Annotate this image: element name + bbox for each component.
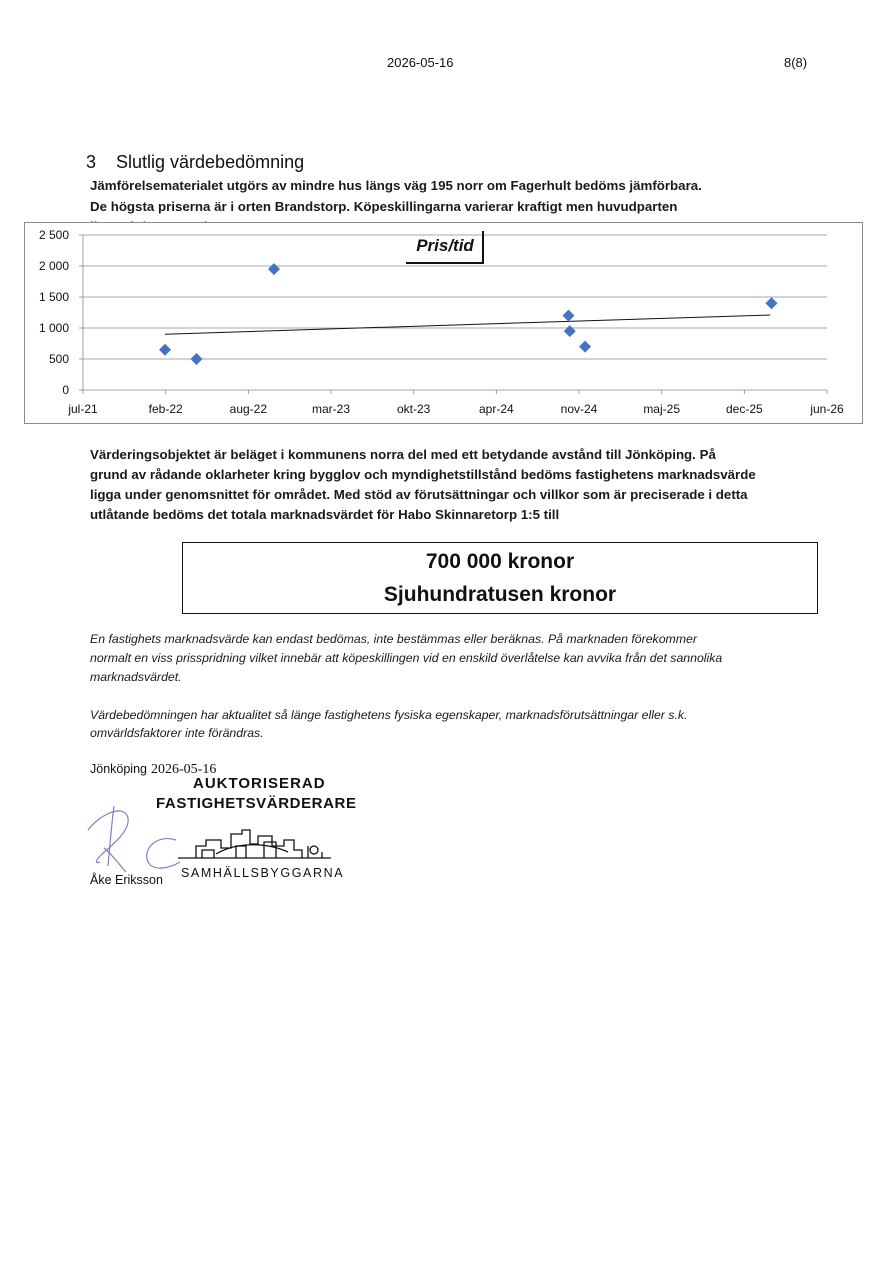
chart-canvas [25, 223, 862, 423]
price-time-chart [24, 222, 863, 424]
y-tick-label: 0 [62, 383, 69, 397]
y-tick-label: 2 500 [38, 228, 69, 242]
data-point [191, 353, 203, 365]
x-tick-label: dec-25 [725, 402, 763, 416]
x-tick-label: apr-24 [478, 402, 514, 416]
data-point [268, 263, 280, 275]
data-point [159, 344, 171, 356]
market-value-amount: 700 000 kronor [425, 550, 575, 573]
x-tick-label: feb-22 [148, 402, 183, 416]
x-tick-label: jun-26 [810, 402, 844, 416]
disclaimer-line: marknadsvärdet. [90, 670, 182, 684]
disclaimer-line: normalt en viss prisspridning vilket innebär att köpeskillingen vid en enskild överlåtelse kan avvika från det sannolika [90, 651, 723, 665]
intro-line: De högsta priserna är i orten Brandstorp. Köpeskillingarna varierar kraftigt men huvudparten [90, 199, 678, 214]
place-date-value: 2026-05-16 [151, 762, 217, 777]
market-value-box [182, 542, 818, 614]
x-tick-label: aug-22 [229, 402, 268, 416]
y-tick-label: 1 500 [38, 290, 69, 304]
disclaimer-line: omvärldsfaktorer inte förändras. [90, 726, 264, 740]
data-point [765, 297, 777, 309]
signature-icon [84, 800, 194, 880]
y-tick-label: 2 000 [38, 259, 69, 273]
paragraph-line: Värderingsobjektet är beläget i kommunens norra del med ett betydande avstånd till Jönköping. På [90, 447, 716, 462]
x-tick-label: maj-25 [643, 402, 681, 416]
x-tick-label: mar-23 [311, 402, 351, 416]
signer-name: Åke Eriksson [90, 873, 163, 887]
paragraph-line: utlåtande bedöms det totala marknadsvärdet för Habo Skinnaretorp 1:5 till [90, 507, 560, 522]
logo-text-authorized: AUKTORISERAD [193, 775, 326, 792]
paragraph-line: ligga under genomsnittet för området. Med stöd av förutsättningar och villkor som är preciserade i detta [90, 487, 748, 502]
place-city: Jönköping [90, 762, 147, 776]
logo-text-org: SAMHÄLLSBYGGARNA [181, 866, 345, 880]
data-point [564, 325, 576, 337]
market-value-words: Sjuhundratusen kronor [383, 583, 617, 606]
trendline [165, 315, 770, 334]
skyline-logo-icon [176, 826, 336, 866]
paragraph-line: grund av rådande oklarheter kring bygglov och myndighetstillstånd bedöms fastighetens marknadsvärde [90, 467, 756, 482]
intro-line: Jämförelsematerialet utgörs av mindre hus längs väg 195 norr om Fagerhult bedöms jämförbara. [90, 178, 702, 193]
y-tick-label: 500 [48, 352, 69, 366]
page-number: 8(8) [784, 55, 808, 70]
chart-title: Pris/tid [416, 236, 474, 255]
section-heading [86, 152, 304, 173]
section-number: 3 [86, 152, 97, 172]
x-tick-label: nov-24 [560, 402, 598, 416]
data-point [563, 310, 575, 322]
header-date: 2026-05-16 [387, 55, 454, 70]
x-tick-label: okt-23 [396, 402, 431, 416]
disclaimer-line: Värdebedömningen har aktualitet så länge fastighetens fysiska egenskaper, marknadsförutsättningar eller s.k. [90, 708, 688, 722]
x-tick-label: jul-21 [68, 402, 98, 416]
disclaimer-line: En fastighets marknadsvärde kan endast bedömas, inte bestämmas eller beräknas. På marknaden förekommer [90, 632, 697, 646]
section-title: Slutlig värdebedömning [116, 152, 305, 172]
logo-text-valuer: FASTIGHETSVÄRDERARE [156, 795, 357, 812]
y-tick-label: 1 000 [38, 321, 69, 335]
data-point [579, 341, 591, 353]
